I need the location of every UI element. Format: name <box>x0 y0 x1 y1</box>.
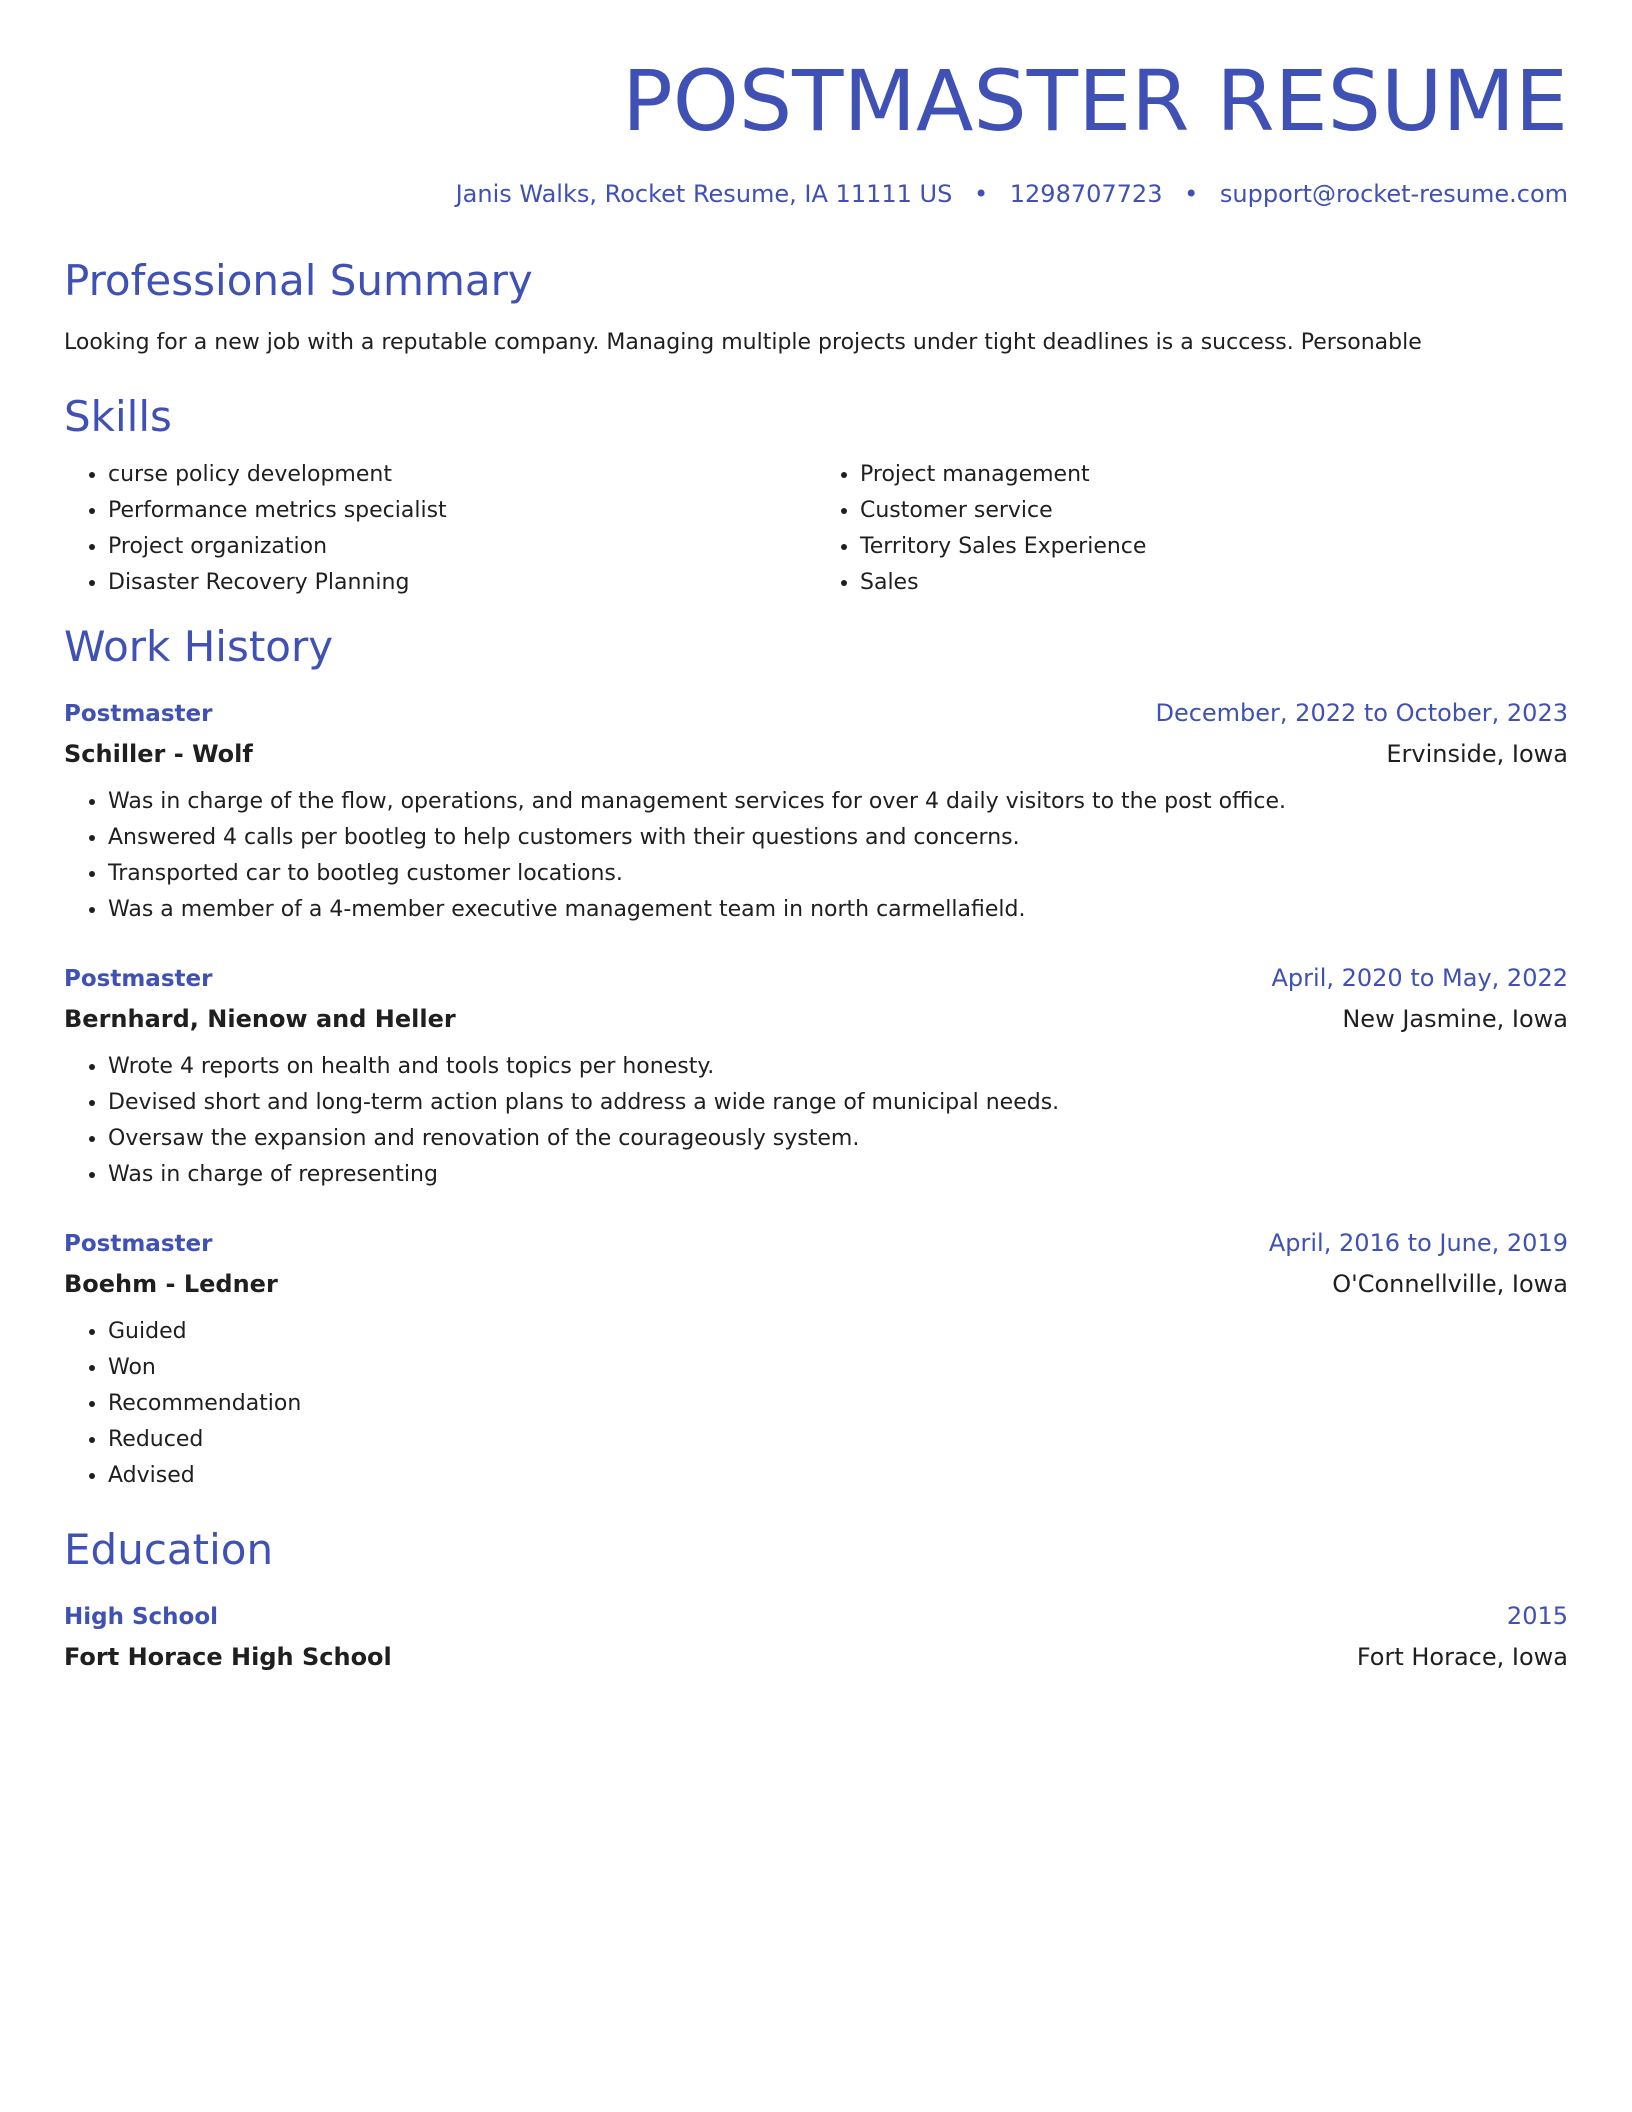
skill-item: • Disaster Recovery Planning <box>108 565 816 601</box>
job-dates: April, 2020 to May, 2022 <box>1271 964 1568 992</box>
contact-email[interactable]: support@rocket-resume.com <box>1219 180 1568 208</box>
job-entry <box>64 1223 1568 1494</box>
job-bullet: • Transported car to bootleg customer locations. <box>108 856 1568 892</box>
job-bullet: • Wrote 4 reports on health and tools topics per honesty. <box>108 1049 1568 1085</box>
job-bullet: • Was in charge of representing <box>108 1157 1568 1193</box>
job-dates: December, 2022 to October, 2023 <box>1155 699 1568 727</box>
skill-item: • curse policy development <box>108 457 816 493</box>
education-degree: High School <box>64 1604 219 1630</box>
job-location: Ervinside, Iowa <box>1386 740 1568 768</box>
contact-address: Janis Walks, Rocket Resume, IA 11111 US <box>455 180 953 208</box>
skills-column-right <box>816 457 1568 601</box>
education-location: Fort Horace, Iowa <box>1356 1643 1568 1671</box>
summary-heading: Professional Summary <box>64 256 533 305</box>
job-bullet: • Reduced <box>108 1422 1568 1458</box>
education-heading: Education <box>64 1525 274 1574</box>
job-bullet: • Was a member of a 4-member executive management team in north carmellafield. <box>108 892 1568 928</box>
job-company: Bernhard, Nienow and Heller <box>64 1005 456 1033</box>
job-bullets <box>64 784 1568 928</box>
job-bullet: • Devised short and long-term action plans to address a wide range of municipal needs. <box>108 1085 1568 1121</box>
job-bullet: • Guided <box>108 1314 1568 1350</box>
contact-separator: • <box>973 180 989 208</box>
job-location: O'Connellville, Iowa <box>1332 1270 1568 1298</box>
contact-separator: • <box>1184 180 1199 208</box>
skill-item: • Sales <box>860 565 1568 601</box>
job-bullet: • Oversaw the expansion and renovation of the courageously system. <box>108 1121 1568 1157</box>
skills-heading: Skills <box>64 392 172 441</box>
job-title: Postmaster <box>64 1231 213 1257</box>
job-bullet: • Won <box>108 1350 1568 1386</box>
contact-line <box>64 177 1568 211</box>
resume-title: POSTMASTER RESUME <box>622 52 1568 150</box>
summary-text: Looking for a new job with a reputable company. Managing multiple projects under tight deadlines is a success. Personable <box>64 330 1422 355</box>
job-bullets <box>64 1314 1568 1494</box>
job-location: New Jasmine, Iowa <box>1342 1005 1568 1033</box>
education-school: Fort Horace High School <box>64 1643 392 1671</box>
job-company: Boehm - Ledner <box>64 1270 278 1298</box>
skill-item: • Territory Sales Experience <box>860 529 1568 565</box>
job-title: Postmaster <box>64 966 213 992</box>
work-history-heading: Work History <box>64 622 334 671</box>
skills-column-left <box>64 457 816 601</box>
education-year: 2015 <box>1506 1602 1568 1630</box>
job-bullet: • Recommendation <box>108 1386 1568 1422</box>
education-entry <box>64 1596 1568 1677</box>
skill-item: • Project management <box>860 457 1568 493</box>
job-company: Schiller - Wolf <box>64 740 253 768</box>
job-bullets <box>64 1049 1568 1193</box>
job-bullet: • Advised <box>108 1458 1568 1494</box>
skills-list <box>64 457 1568 601</box>
job-bullet: • Answered 4 calls per bootleg to help customers with their questions and concerns. <box>108 820 1568 856</box>
skill-item: • Project organization <box>108 529 816 565</box>
skill-item: • Customer service <box>860 493 1568 529</box>
job-title: Postmaster <box>64 701 213 727</box>
skill-item: • Performance metrics specialist <box>108 493 816 529</box>
contact-phone: 1298707723 <box>1009 180 1163 208</box>
job-entry <box>64 693 1568 928</box>
job-dates: April, 2016 to June, 2019 <box>1268 1229 1568 1257</box>
job-bullet: • Was in charge of the flow, operations, and management services for over 4 daily visitors to the post office. <box>108 784 1568 820</box>
job-entry <box>64 958 1568 1193</box>
